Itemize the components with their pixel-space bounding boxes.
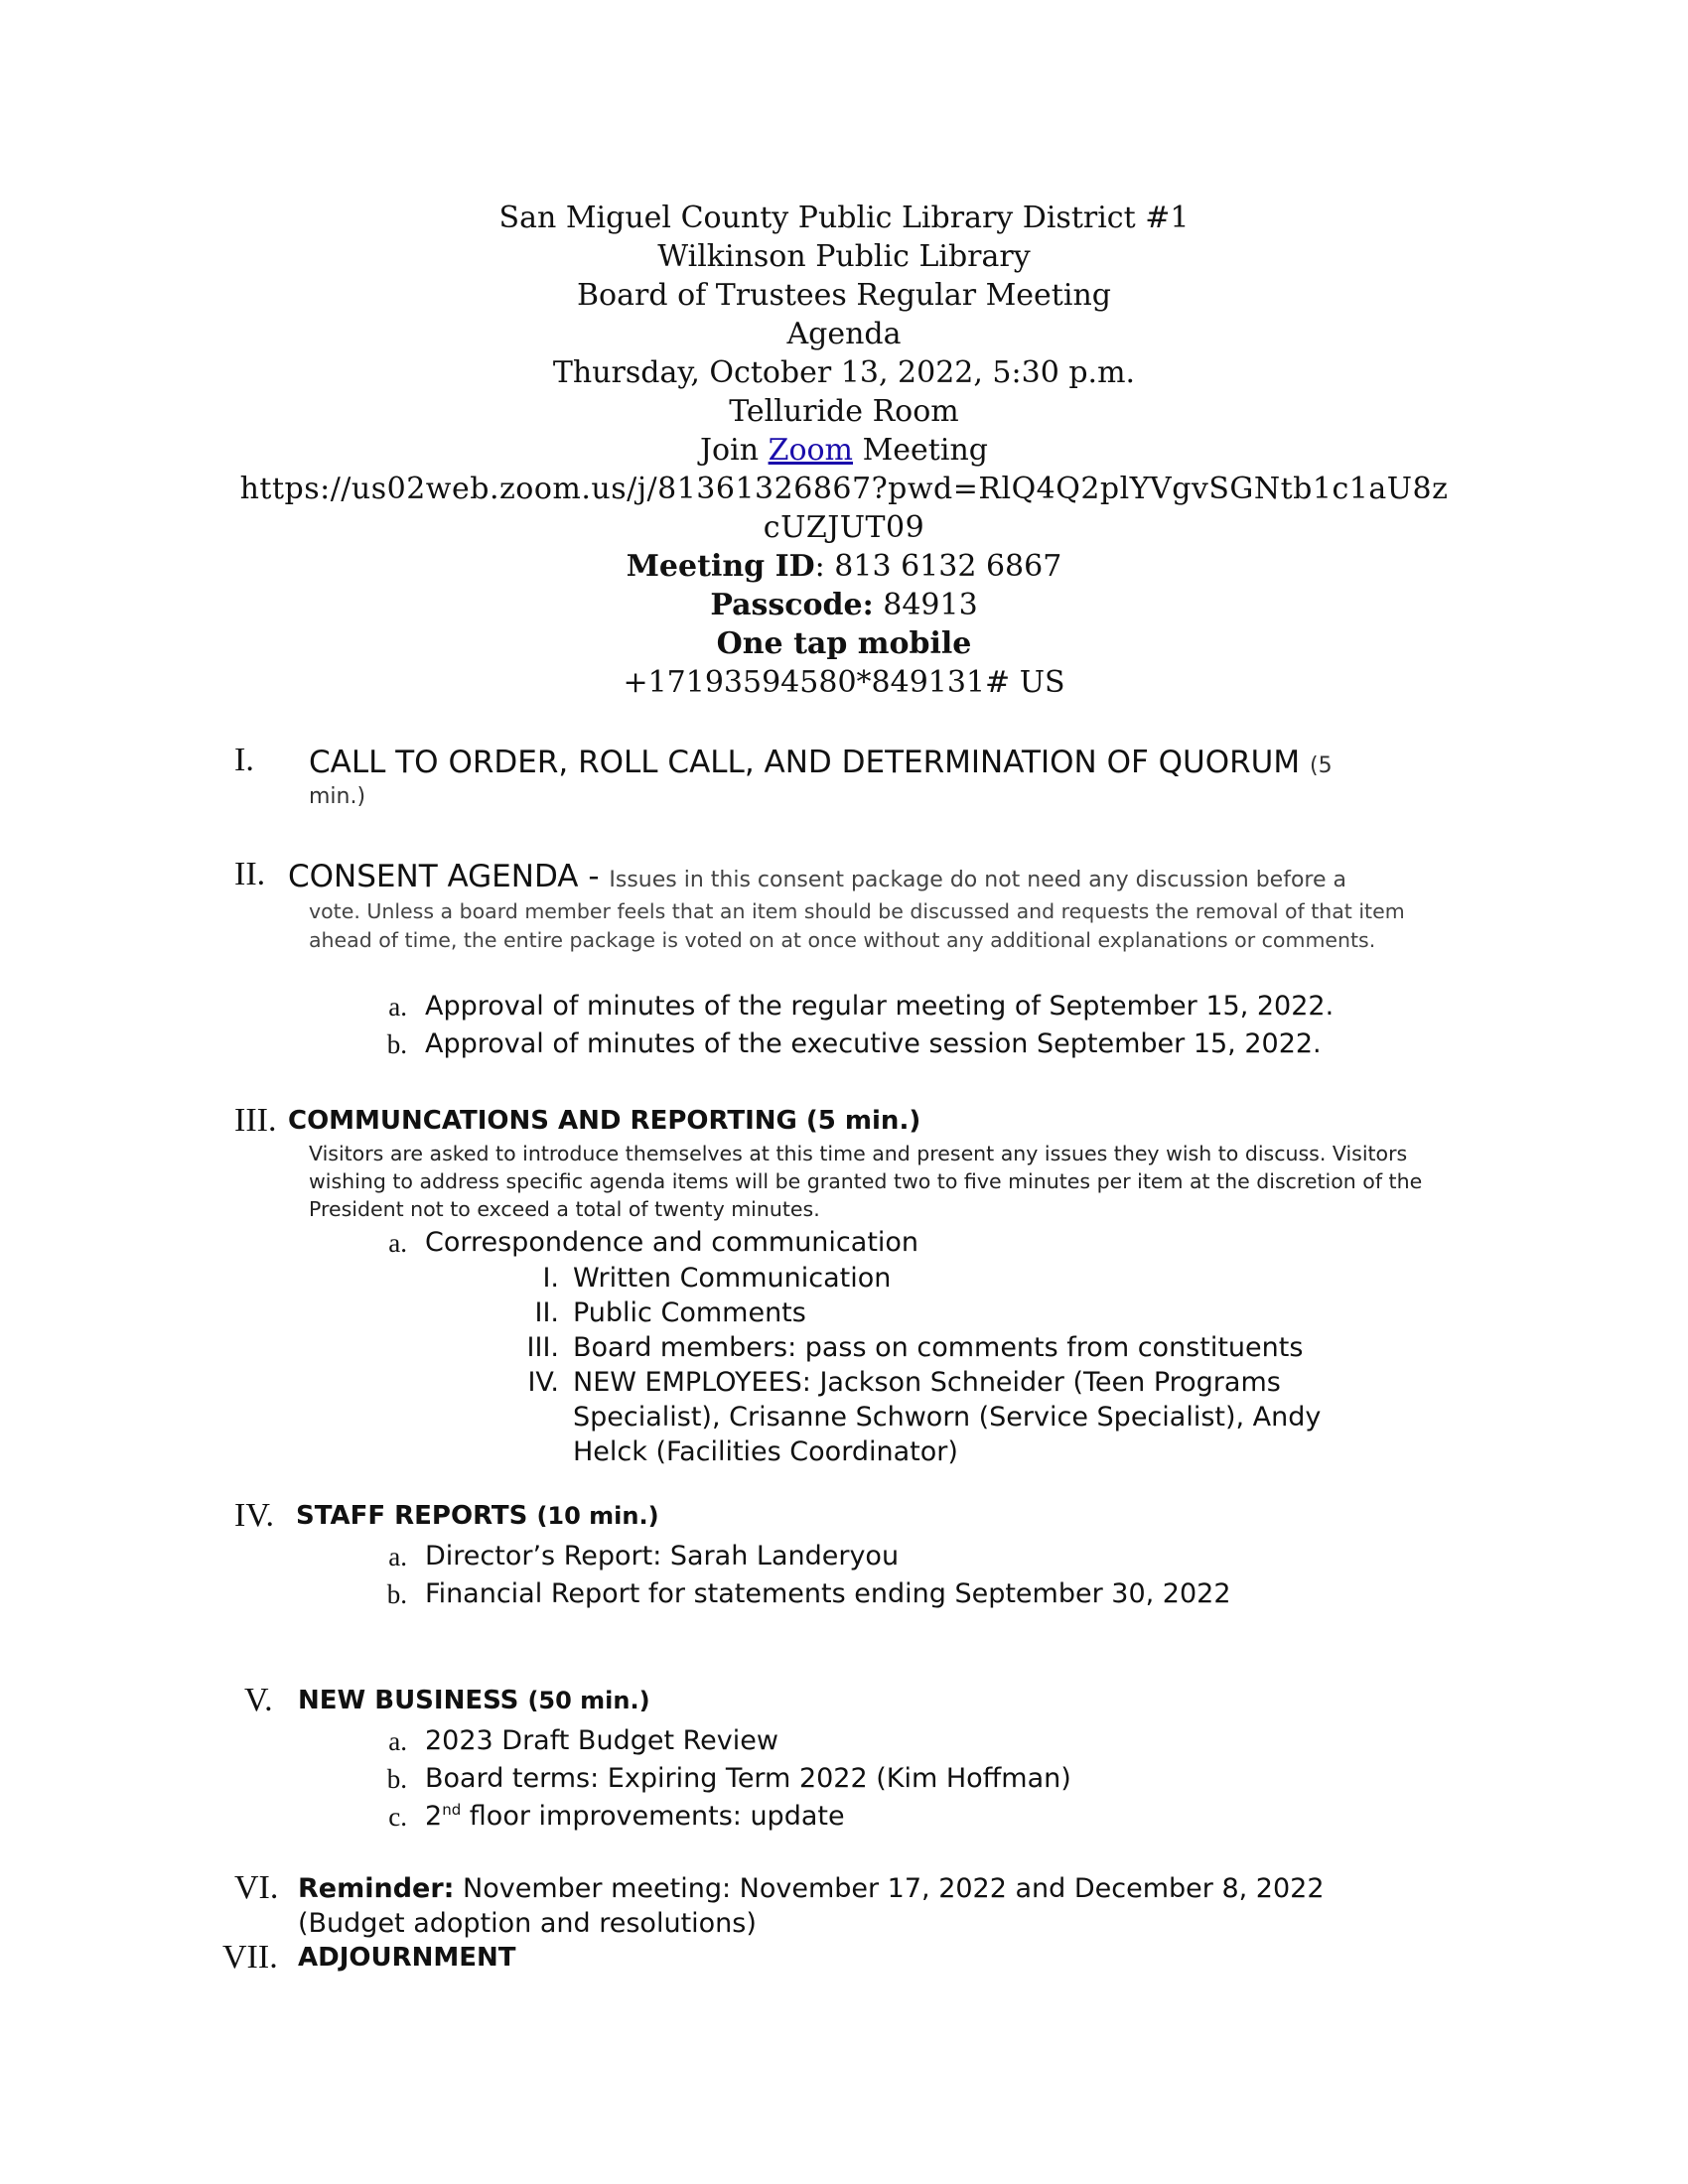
phone-number: +17193594580*849131# US [623, 665, 1065, 700]
section-5-title: NEW BUSINESS (50 min.) [298, 1686, 650, 1715]
section-5-item-a: a. 2023 Draft Budget Review [388, 1725, 778, 1756]
section-2-desc-b: vote. Unless a board member feels that an item should be discussed and requests the removal of that item ahead of time, the entire package is voted on at once without any additional explanations or comments. [309, 899, 1405, 952]
section-4-title: STAFF REPORTS (10 min.) [296, 1501, 659, 1531]
join-suffix: Meeting [862, 433, 988, 468]
section-1-number: I. [234, 742, 254, 778]
join-prefix: Join [700, 433, 760, 468]
section-3-sub-1: I. Written Communication [542, 1263, 892, 1294]
meeting-id-label: Meeting ID [626, 549, 815, 584]
section-2-item-b: b. Approval of minutes of the executive session September 15, 2022. [386, 1028, 1322, 1059]
section-5-item-c: c. 2nd floor improvements: update [388, 1801, 845, 1832]
section-7-title: ADJOURNMENT [298, 1943, 516, 1973]
section-1-title: CALL TO ORDER, ROLL CALL, AND DETERMINATION OF QUORUM (5 [309, 745, 1333, 780]
section-2-title: CONSENT AGENDA - Issues in this consent package do not need any discussion before a [288, 859, 1346, 894]
section-4-item-b: b. Financial Report for statements ending September 30, 2022 [386, 1578, 1231, 1609]
section-3-number: III. [234, 1102, 277, 1139]
section-5-item-b: b. Board terms: Expiring Term 2022 (Kim Hoffman) [386, 1763, 1071, 1794]
section-3-sub-4: IV. NEW EMPLOYEES: Jackson Schneider (Teen Programs Specialist), Crisanne Schworn (Service Specialist), Andy Helck (Facilities Coordinator) [527, 1367, 1322, 1467]
section-6-number: VI. [234, 1869, 279, 1906]
passcode-line [149, 586, 1539, 624]
agenda-header [149, 199, 1539, 702]
passcode-value: 84913 [873, 588, 978, 622]
agenda-title: Agenda [786, 317, 902, 351]
section-2-item-a: a. Approval of minutes of the regular meeting of September 15, 2022. [388, 991, 1335, 1022]
section-3-item-a: a. Correspondence and communication [388, 1227, 919, 1258]
section-4-item-a: a. Director’s Report: Sarah Landeryou [388, 1541, 900, 1571]
passcode-label: Passcode: [710, 588, 874, 622]
meeting-datetime: Thursday, October 13, 2022, 5:30 p.m. [552, 355, 1136, 390]
section-3-sub-2: II. Public Comments [534, 1297, 806, 1328]
section-3-title: COMMUNCATIONS AND REPORTING (5 min.) [288, 1106, 921, 1136]
section-7-number: VII. [222, 1939, 278, 1976]
meeting-id-line [149, 547, 1539, 586]
meeting-room: Telluride Room [729, 394, 959, 429]
section-6-reminder: Reminder: November meeting: November 17, 2022 and December 8, 2022 [298, 1873, 1325, 1904]
section-1-time: (5 [1309, 753, 1333, 778]
meeting-name: Board of Trustees Regular Meeting [577, 278, 1111, 313]
section-6-reminder-cont: (Budget adoption and resolutions) [298, 1908, 757, 1939]
section-5-number: V. [244, 1682, 273, 1718]
district-name: San Miguel County Public Library District #1 [498, 201, 1190, 235]
section-2-number: II. [234, 856, 266, 892]
section-4-number: IV. [234, 1497, 274, 1534]
section-2-desc-a: Issues in this consent package do not need any discussion before a [609, 868, 1346, 892]
library-name: Wilkinson Public Library [657, 239, 1031, 274]
zoom-url-line1[interactable]: https://us02web.zoom.us/j/81361326867?pwd=RlQ4Q2plYVgvSGNtb1c1aU8z [239, 472, 1449, 506]
section-1-time-cont: min.) [309, 784, 366, 809]
zoom-url-line2[interactable]: cUZJUT09 [763, 510, 925, 545]
zoom-link[interactable]: Zoom [768, 433, 854, 468]
meeting-id-value: : 813 6132 6867 [814, 549, 1062, 584]
join-line [149, 431, 1539, 470]
one-tap-label: One tap mobile [716, 626, 972, 661]
section-3-sub-3: III. Board members: pass on comments from constituents [526, 1332, 1304, 1363]
section-3-desc: Visitors are asked to introduce themselves at this time and present any issues they wish to discuss. Visitors wishing to address specific agenda items will be granted two to five minutes per item at the discretion of the President not to exceed a total of twenty minutes. [309, 1142, 1423, 1221]
